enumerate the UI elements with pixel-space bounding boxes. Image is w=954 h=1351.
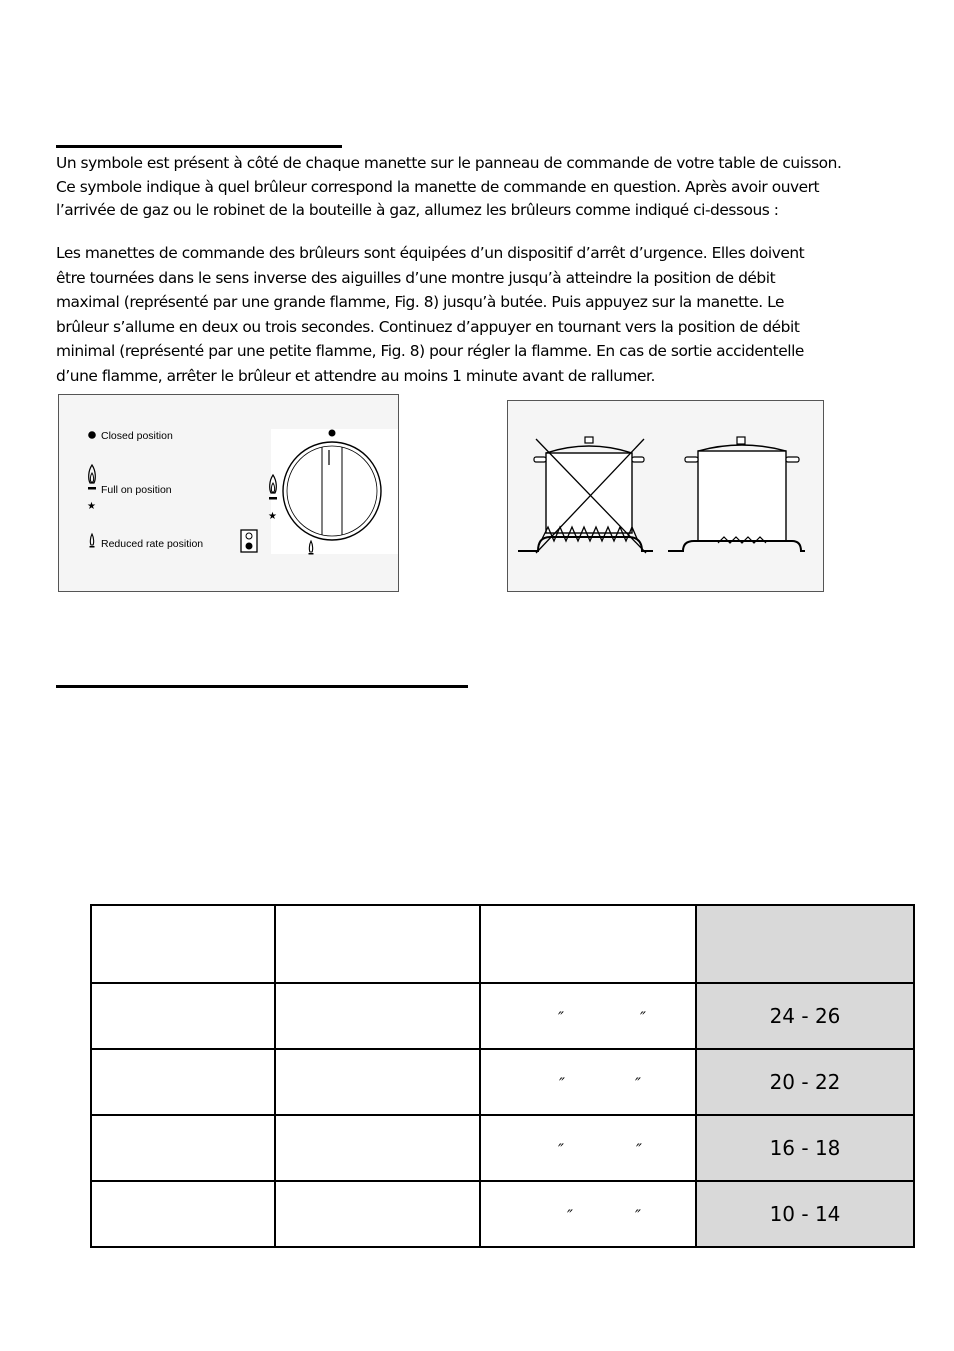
table-header-row (91, 905, 914, 983)
ditto-mark: ″ (635, 1074, 641, 1093)
table-cell (91, 1049, 275, 1115)
closed-dot-icon (88, 431, 96, 439)
table-row (91, 1181, 914, 1247)
table-row (91, 1049, 914, 1115)
paragraph-line: l’arrivée de gaz ou le robinet de la bouteille à gaz, allumez les brûleurs comme indiqué ci-dessous : (56, 201, 779, 219)
table-cell (480, 983, 696, 1049)
table-cell (275, 1049, 480, 1115)
ditto-mark: ″ (558, 1140, 564, 1159)
table-cell (480, 1049, 696, 1115)
paragraph-line: minimal (représenté par une petite flamme, Fig. 8) pour régler la flamme. En cas de sortie accidentelle (56, 342, 804, 361)
table-cell (275, 983, 480, 1049)
ditto-mark: ″ (559, 1074, 565, 1093)
svg-text:★: ★ (87, 501, 96, 512)
paragraph-line: être tournées dans le sens inverse des aiguilles d’une montre jusqu’à atteindre la position de débit (56, 268, 776, 287)
small-flame-icon (90, 534, 95, 548)
table-cell (275, 1181, 480, 1247)
table-cell (91, 983, 275, 1049)
pot-placement-figure (507, 400, 824, 592)
table-cell (91, 1115, 275, 1181)
correct-pot-icon (668, 437, 805, 551)
paragraph-line: brûleur s’allume en deux ou trois secondes. Continuez d’appuyer en tournant vers la position de débit (56, 317, 800, 336)
paragraph-line: Les manettes de commande des brûleurs sont équipées d’un dispositif d’arrêt d’urgence. Elles doivent (56, 244, 805, 262)
paragraph-line: d’une flamme, arrêter le brûleur et attendre au moins 1 minute avant de rallumer. (56, 366, 655, 385)
table-header-cell (275, 905, 480, 983)
ditto-mark: ″ (640, 1008, 646, 1027)
table-row (91, 983, 914, 1049)
table-value-cell: 10 - 14 (696, 1181, 914, 1247)
table-header-cell (480, 905, 696, 983)
pot-diagram (508, 401, 823, 591)
big-flame-icon (87, 465, 96, 512)
paragraph-line: Ce symbole indique à quel brûleur correspond la manette de commande en question. Après avoir ouvert (56, 177, 820, 196)
section-heading-rule-1 (56, 145, 342, 148)
intro-paragraph (56, 152, 886, 223)
ditto-mark: ″ (636, 1140, 642, 1159)
knob-diagram (59, 395, 398, 591)
table-header-cell (696, 905, 914, 983)
ignition-instructions-paragraph (56, 241, 886, 389)
control-knob-icon (268, 429, 398, 555)
table-header-cell (91, 905, 275, 983)
ignition-switch-icon (241, 530, 257, 552)
table-row (91, 1115, 914, 1181)
table-value-cell: 24 - 26 (696, 983, 914, 1049)
paragraph-line: Un symbole est présent à côté de chaque manette sur le panneau de commande de votre table de cuisson. (56, 154, 842, 172)
svg-text:★: ★ (268, 511, 277, 522)
legend-reduced-label: Reduced rate position (101, 538, 204, 550)
knob-positions-figure (58, 394, 399, 592)
table-value-cell: 16 - 18 (696, 1115, 914, 1181)
burner-table (90, 904, 915, 1248)
table-cell (480, 1181, 696, 1247)
legend-full-label: Full on position (101, 484, 172, 496)
table-cell (275, 1115, 480, 1181)
table-cell (480, 1115, 696, 1181)
ditto-mark: ″ (567, 1206, 573, 1225)
ditto-mark: ″ (635, 1206, 641, 1225)
ditto-mark: ″ (558, 1008, 564, 1027)
legend-closed-label: Closed position (101, 430, 173, 442)
incorrect-pot-icon (518, 437, 653, 553)
paragraph-line: maximal (représenté par une grande flamme, Fig. 8) jusqu’à butée. Puis appuyez sur la manette. Le (56, 293, 785, 312)
section-heading-rule-2 (56, 685, 468, 688)
table-value-cell: 20 - 22 (696, 1049, 914, 1115)
table-cell (91, 1181, 275, 1247)
